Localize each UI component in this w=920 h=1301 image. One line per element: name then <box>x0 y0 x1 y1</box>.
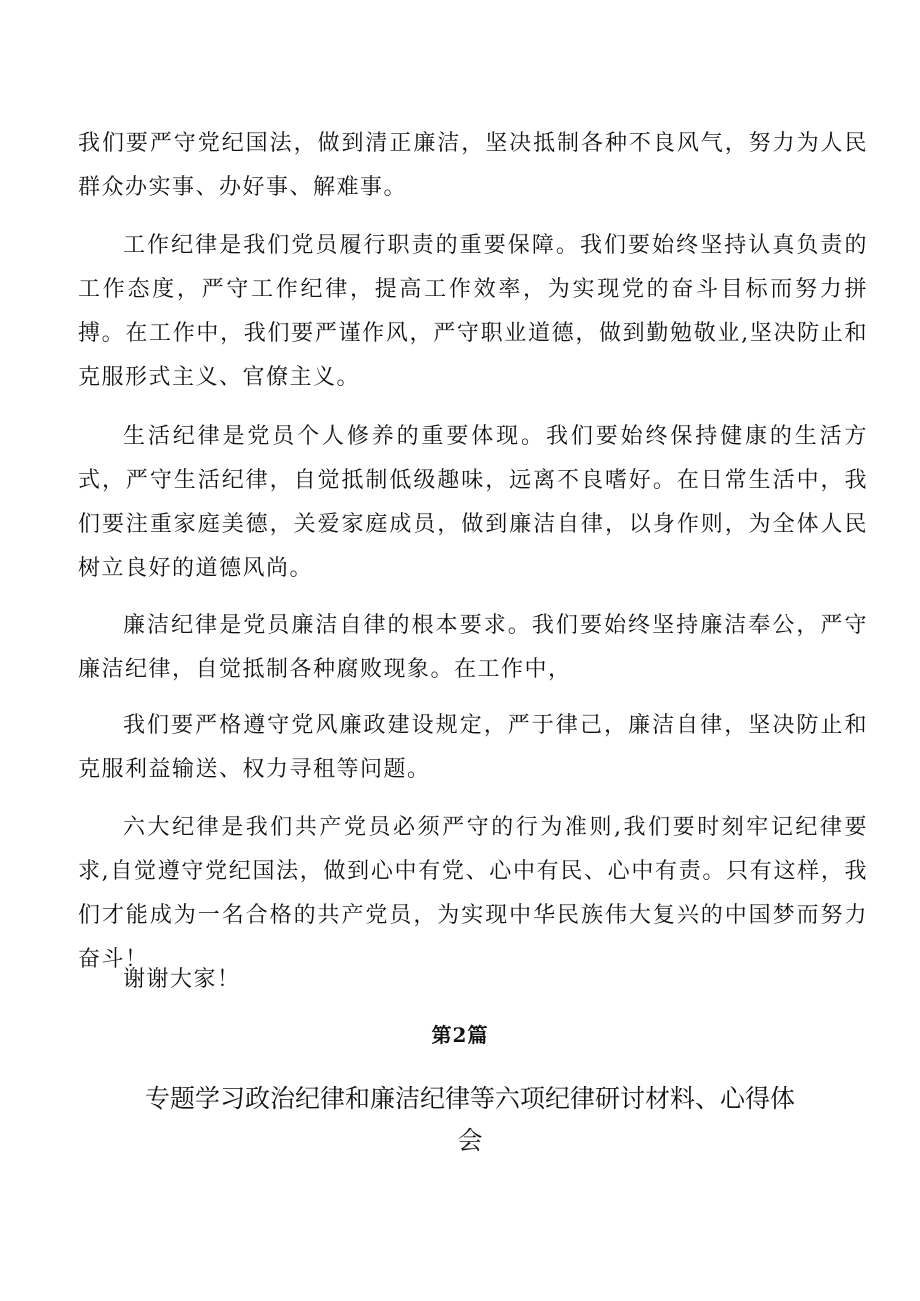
paragraph-work-discipline: 工作纪律是我们党员履行职责的重要保障。我们要始终坚持认真负责的工作态度，严守工作纪律，提高工作效率，为实现党的奋斗目标而努力拼搏。在工作中，我们要严谨作风，严守职业道德，做到勤勉敬业,坚决防止和克服形式主义、官僚主义。 <box>78 233 868 390</box>
section-label: 第2篇 <box>431 1023 489 1047</box>
paragraph-intro-continuation: 我们要严守党纪国法，做到清正廉洁，坚决抵制各种不良风气，努力为人民群众办实事、办好事、解难事。 <box>78 131 868 200</box>
document-title: 专题学习政治纪律和廉洁纪律等六项纪律研讨材料、心得体会 <box>144 1084 795 1155</box>
paragraph-integrity-discipline: 廉洁纪律是党员廉洁自律的根本要求。我们要始终坚持廉洁奉公，严守廉洁纪律，自觉抵制各种腐败现象。在工作中， <box>78 613 868 682</box>
paragraph-life-discipline: 生活纪律是党员个人修养的重要体现。我们要始终保持健康的生活方式，严守生活纪律，自觉抵制低级趣味，远离不良嗜好。在日常生活中，我们要注重家庭美德，关爱家庭成员，做到廉洁自律，以身作则，为全体人民树立良好的道德风尚。 <box>78 424 868 581</box>
paragraph-thanks: 谢谢大家！ <box>123 967 241 992</box>
paragraph-integrity-rules: 我们要严格遵守党风廉政建设规定，严于律己，廉洁自律，坚决防止和克服利益输送、权力寻租等问题。 <box>78 713 868 782</box>
paragraph-six-disciplines: 六大纪律是我们共产党员必须严守的行为准则,我们要时刻牢记纪律要求,自觉遵守党纪国法，做到心中有党、心中有民、心中有责。只有这样，我们才能成为一名合格的共产党员，为实现中华民族伟大复兴的中国梦而努力奋斗！ <box>78 815 868 972</box>
